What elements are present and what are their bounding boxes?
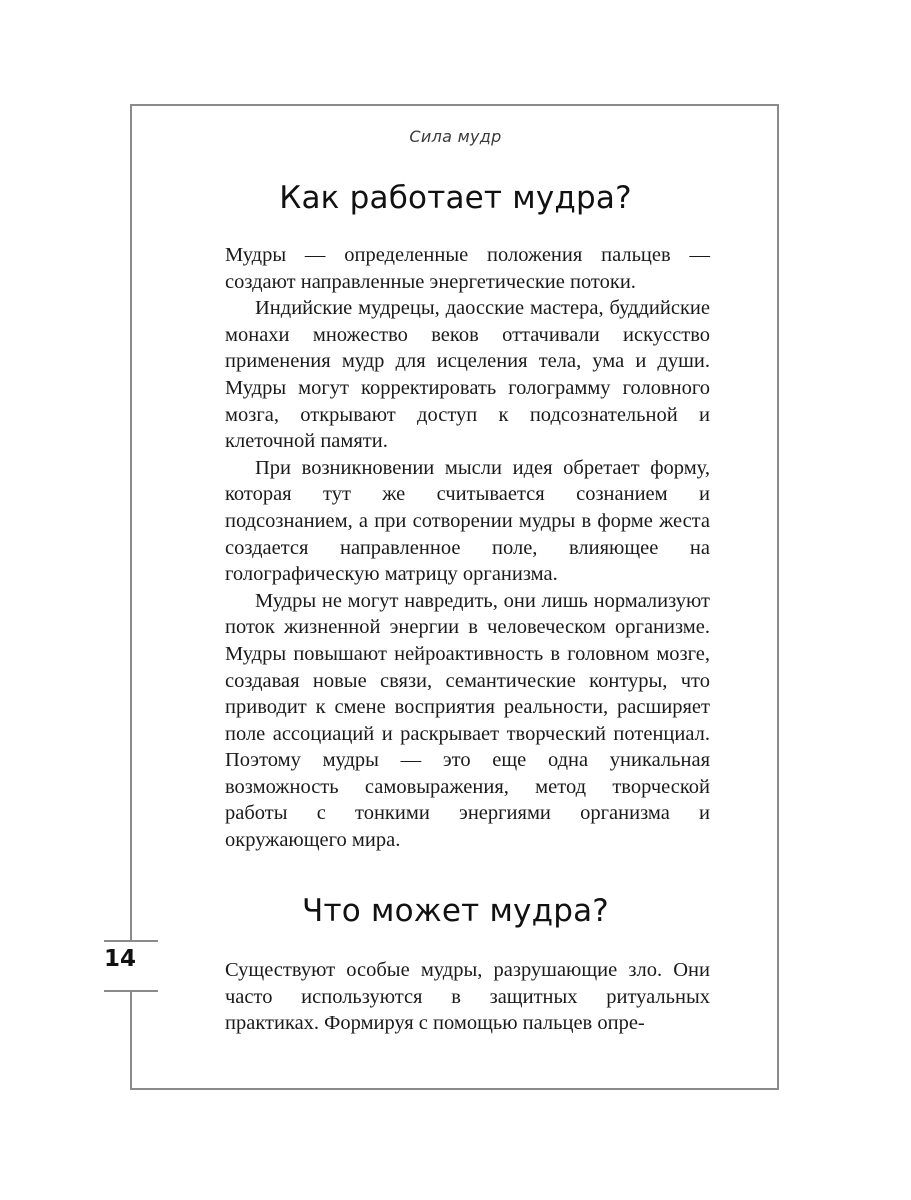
paragraph: Существуют особые мудры, разрушающие зло. Они часто используются в защитных ритуальных практиках. Формируя с помощью пальцев опре- [225,959,710,1035]
paragraph: Индийские мудрецы, даосские мастера, буддийские монахи множество веков оттачивали искусство применения мудр для исцеления тела, ума и души. Мудры могут корректировать голограмму головного мозга, открывают доступ к подсознательной и клеточной памяти. [225,297,710,453]
section-body-how-mudra-works [225,242,710,854]
paragraph: При возникновении мысли идея обретает форму, которая тут же считывается сознанием и подсознанием, а при сотворении мудры в форме жеста создается направленное поле, влияющее на голографическую матрицу организма. [225,456,710,586]
paragraph: Мудры — определенные положения пальцев — создают направленные энергетические потоки. [225,244,710,293]
paragraph: Мудры не могут навредить, они лишь нормализуют поток жизненной энергии в человеческом организме. Мудры повышают нейроактивность в головном мозге, создавая новые связи, семантические контуры, что приводит к смене восприятия реальности, расширяет поле ассоциаций и раскрывает творческий потенциал. Поэтому мудры — это еще одна уникальная возможность самовыражения, метод творческой работы с тонкими энергиями организма и окружающего мира. [225,589,710,852]
section-heading-what-mudra-can-do: Что может мудра? [302,893,609,929]
running-header: Сила мудр [409,127,502,146]
section-body-what-mudra-can-do [225,957,710,1037]
page-number: 14 [104,946,137,972]
section-heading-how-mudra-works: Как работает мудра? [279,180,632,216]
